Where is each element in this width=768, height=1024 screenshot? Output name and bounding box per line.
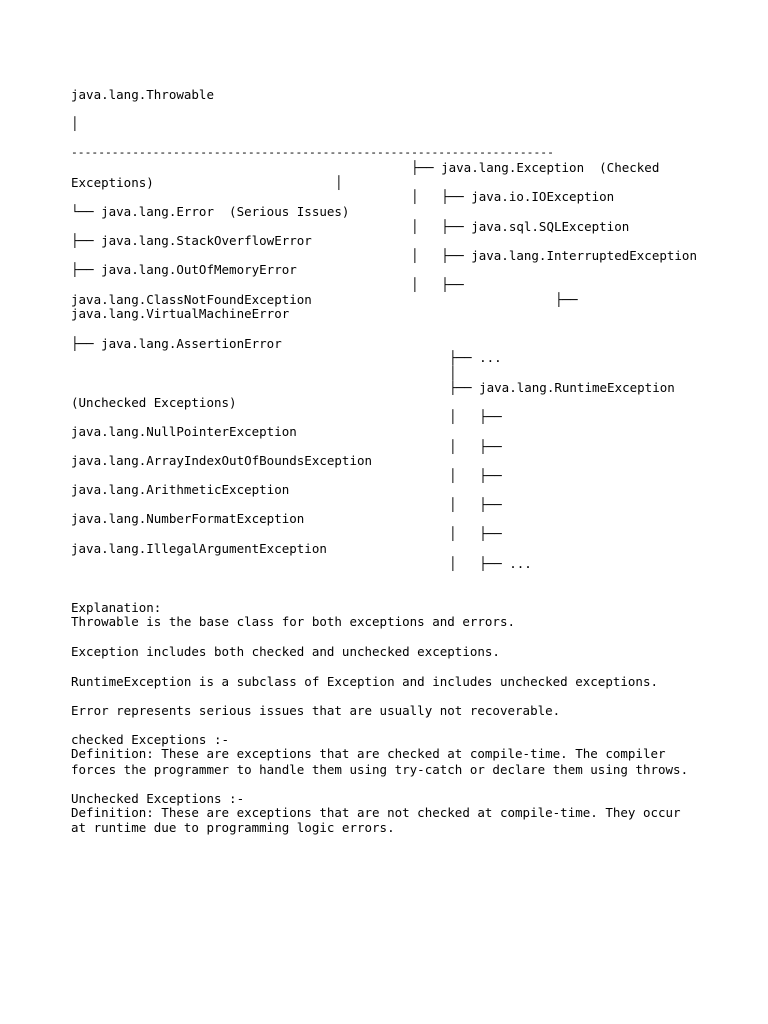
runtime-stub: │ ├── <box>449 468 502 483</box>
separator-rule: ----------------------------------------------------------------------- <box>71 146 554 159</box>
ellipsis-branch: ├── ... <box>449 350 502 365</box>
nullpointer-exception: java.lang.NullPointerException <box>71 424 297 439</box>
arithmetic-exception: java.lang.ArithmeticException <box>71 482 290 497</box>
tree-stub: ├── <box>555 292 578 307</box>
runtime-stub: │ ├── <box>449 409 502 424</box>
checked-heading: checked Exceptions :- <box>71 732 230 747</box>
runtime-stub: │ ├── ... <box>449 556 532 571</box>
explanation-line: Error represents serious issues that are usually not recoverable. <box>71 703 561 718</box>
stackoverflow-branch: ├── java.lang.StackOverflowError <box>71 233 312 248</box>
runtime-stub: │ ├── <box>449 497 502 512</box>
explanation-line: Throwable is the base class for both exceptions and errors. <box>71 614 516 629</box>
illegalargument-exception: java.lang.IllegalArgumentException <box>71 541 327 556</box>
classnotfound-exception: java.lang.ClassNotFoundException <box>71 292 312 307</box>
exception-branch: ├── java.lang.Exception (Checked <box>411 160 660 175</box>
numberformat-exception: java.lang.NumberFormatException <box>71 511 305 526</box>
unchecked-heading: Unchecked Exceptions :- <box>71 791 245 806</box>
sql-exception-branch: │ ├── java.sql.SQLException <box>411 219 630 234</box>
unchecked-label: (Unchecked Exceptions) <box>71 395 237 410</box>
runtime-exception-branch: ├── java.lang.RuntimeException <box>449 380 675 395</box>
explanation-line: RuntimeException is a subclass of Exception and includes unchecked exceptions. <box>71 674 658 689</box>
unchecked-definition: at runtime due to programming logic errors. <box>71 820 395 835</box>
tree-connector: │ <box>449 365 457 380</box>
explanation-line: Exception includes both checked and unchecked exceptions. <box>71 644 500 659</box>
title-line: java.lang.Throwable <box>71 87 214 102</box>
root-connector: │ <box>71 116 79 131</box>
checked-definition: Definition: These are exceptions that are checked at compile-time. The compiler <box>71 746 666 761</box>
io-exception-branch: │ ├── java.io.IOException <box>411 189 615 204</box>
interrupted-exception-branch: │ ├── java.lang.InterruptedException <box>411 248 697 263</box>
tree-stub: │ ├── <box>411 277 464 292</box>
assertion-branch: ├── java.lang.AssertionError <box>71 336 282 351</box>
error-branch: └── java.lang.Error (Serious Issues) <box>71 204 350 219</box>
checked-tail: Exceptions) <box>71 175 154 190</box>
explanation-heading: Explanation: <box>71 600 162 615</box>
runtime-stub: │ ├── <box>449 439 502 454</box>
outofmemory-branch: ├── java.lang.OutOfMemoryError <box>71 262 297 277</box>
tree-connector: │ <box>335 175 343 190</box>
checked-definition: forces the programmer to handle them using try-catch or declare them using throws. <box>71 762 689 777</box>
unchecked-definition: Definition: These are exceptions that are not checked at compile-time. They occur <box>71 805 681 820</box>
runtime-stub: │ ├── <box>449 526 502 541</box>
virtualmachine-error: java.lang.VirtualMachineError <box>71 306 290 321</box>
arrayindex-exception: java.lang.ArrayIndexOutOfBoundsException <box>71 453 373 468</box>
